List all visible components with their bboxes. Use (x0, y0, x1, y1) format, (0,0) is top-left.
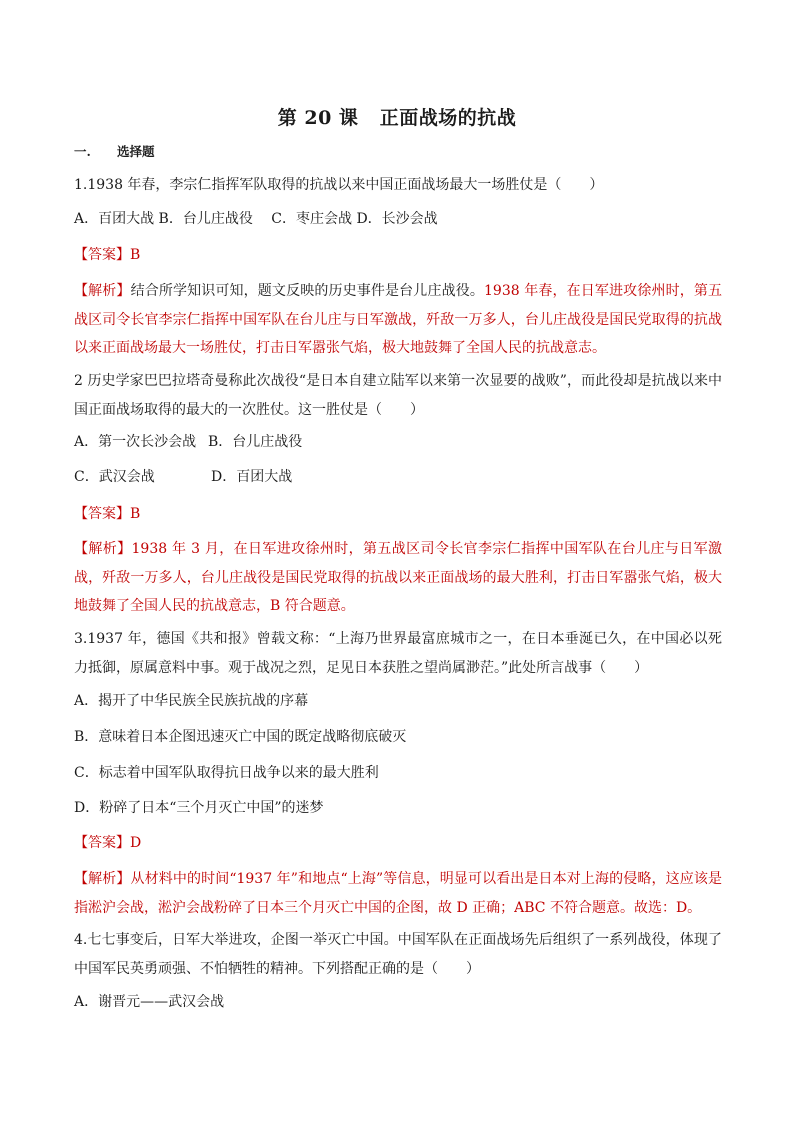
q2-option-b: B．台儿庄战役 (208, 434, 303, 450)
section-label: 选择题 (117, 144, 155, 159)
q1-answer-value: B (130, 247, 141, 263)
q2-option-a: A．第一次长沙会战 (74, 434, 197, 450)
q3-answer-value: D (130, 835, 142, 851)
q1-analysis (74, 277, 722, 363)
answer-tag: 【答案】 (74, 247, 130, 263)
analysis-tag: 【解析】 (74, 283, 131, 299)
answer-tag: 【答案】 (74, 506, 130, 522)
q2-options-row1 (74, 429, 734, 455)
q2-options-row2 (74, 464, 734, 490)
q3-analysis-text: 从材料中的时间“1937 年”和地点“上海”等信息，明显可以看出是日本对上海的侵略，这应该是指淞沪会战，淞沪会战粉碎了日本三个月灭亡中国的企图，故 D 正确；ABC 不符合题意。故选：D。 (74, 871, 722, 916)
q3-option-b: B．意味着日本企图迅速灭亡中国的既定战略彻底破灭 (74, 729, 407, 745)
q2-analysis (74, 535, 722, 621)
q1-stem: 1.1938 年春，李宗仁指挥军队取得的抗战以来中国正面战场最大一场胜仗是（ ） (74, 177, 604, 193)
q3-option-d: D．粉碎了日本“三个月灭亡中国”的迷梦 (74, 800, 324, 816)
section-heading (74, 142, 155, 160)
q1-answer (74, 242, 734, 268)
q2-option-d: D．百团大战 (211, 469, 293, 485)
q1-analysis-detail: 1938 年春，在日军进攻徐州时，第五战区司令长官李宗仁指挥中国军队在台儿庄与日军激战，歼敌一万多人，台儿庄战役是国民党取得的抗战以来正面战场最大一场胜仗，打击日军嚣张气焰，极大地鼓舞了全国人民的抗战意志。 (74, 283, 723, 356)
q3-option-c: C．标志着中国军队取得抗日战争以来的最大胜利 (74, 765, 379, 781)
q1-analysis-text: 结合所学知识可知，题文反映的历史事件是台儿庄战役。 (130, 283, 484, 299)
q2-analysis-text: 1938 年 3 月，在日军进攻徐州时，第五战区司令长官李宗仁指挥中国军队在台儿庄与日军激战，歼敌一万多人，台儿庄战役是国民党取得的抗战以来正面战场的最大胜利，打击日军嚣张气焰，极大地鼓舞了全国人民的抗战意志，B 符合题意。 (74, 541, 722, 614)
q2-option-c: C．武汉会战 (74, 469, 155, 485)
q3-analysis (74, 865, 722, 922)
analysis-tag: 【解析】 (74, 541, 132, 557)
answer-tag: 【答案】 (74, 835, 130, 851)
q1-options: A．百团大战 B．台儿庄战役 C．枣庄会战 D．长沙会战 (74, 211, 438, 227)
q4-stem: 4.七七事变后，日军大举进攻，企图一举灭亡中国。中国军队在正面战场先后组织了一系列战役，体现了中国军民英勇顽强、不怕牺牲的精神。下列搭配正确的是（ ） (74, 932, 722, 977)
q2-answer-value: B (130, 506, 141, 522)
page-title: 第 20 课 正面战场的抗战 (277, 107, 517, 129)
q3-option-a: A．揭开了中华民族全民族抗战的序幕 (74, 693, 309, 709)
section-number: 一. (74, 144, 91, 159)
q2-stem: 2 历史学家巴巴拉塔奇曼称此次战役“是日本自建立陆军以来第一次显要的战败”，而此役却是抗战以来中国正面战场取得的最大的一次胜仗。这一胜仗是（ ） (74, 373, 722, 418)
q4-option-a: A．谢晋元——武汉会战 (74, 994, 225, 1010)
q3-answer (74, 830, 734, 856)
q2-answer (74, 501, 734, 527)
q3-stem: 3.1937 年，德国《共和报》曾载文称：“上海乃世界最富庶城市之一，在日本垂涎已久，在中国必以死力抵御，原属意料中事。观于战况之烈，足见日本获胜之望尚属渺茫。”此处所言战事（ ） (74, 631, 722, 676)
analysis-tag: 【解析】 (74, 871, 131, 887)
